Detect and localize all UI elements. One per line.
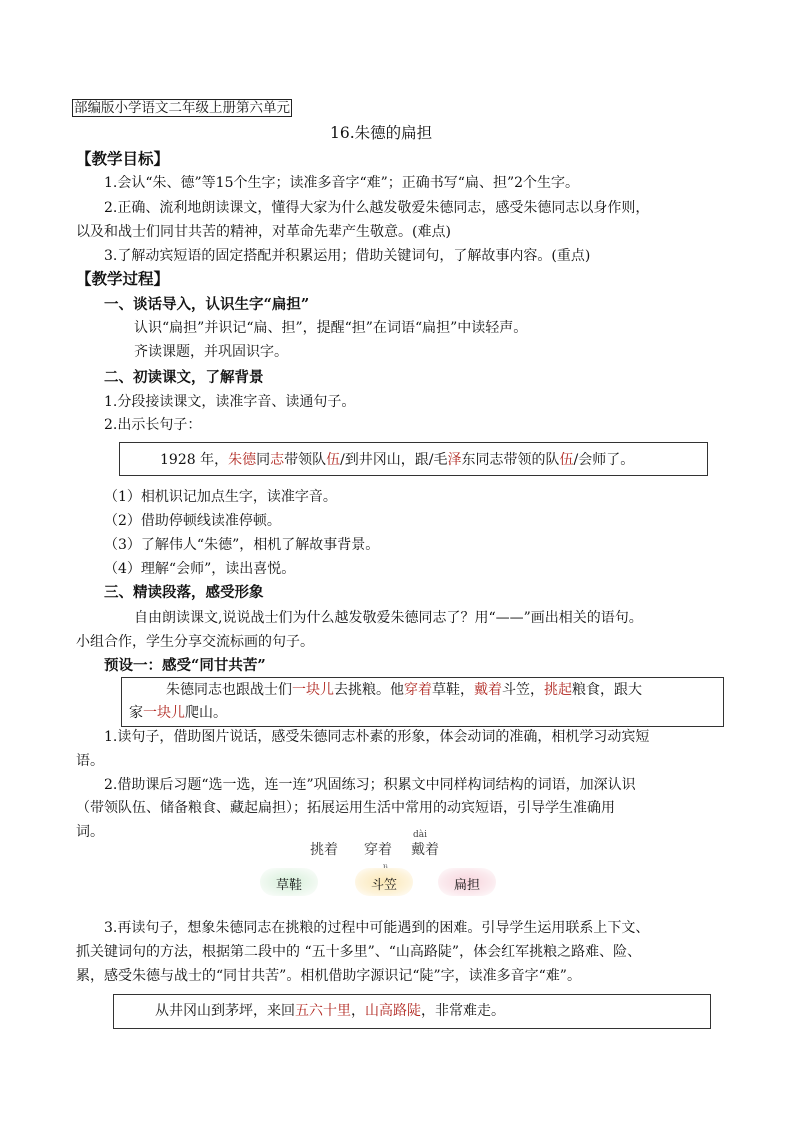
verb-tiao: 挑着 [310,842,338,858]
reading-1-cont: 语。 [76,753,104,769]
step-2-line-1: 1.分段接读课文，读准字音、读通句子。 [104,394,356,410]
reading-3: 3.再读句子，想象朱德同志在挑粮的过程中可能遇到的困难。引导学生运用联系上下文、 [104,920,650,936]
goals-heading: 【教学目标】 [76,149,170,168]
noun-biandan: 扁担 [453,878,480,893]
step-1-title: 一、谈话导入，认识生字“扁担” [104,296,310,313]
goal-2-cont: 以及和战士们同甘共苦的精神，对革命先辈产生敬意。(难点) [76,224,451,240]
quote-line-1: 朱德同志也跟战士们一块儿去挑粮。他穿着草鞋，戴着斗笠，挑起粮食，跟大 [166,682,642,698]
noun-pill-douli [355,868,413,896]
quote-line-2: 家一块儿爬山。 [129,705,227,721]
noun-douli: 斗笠 [370,878,397,893]
process-heading: 【教学过程】 [76,269,170,288]
question-3: （3）了解伟人“朱德”，相机了解故事背景。 [104,537,380,553]
goal-1: 1.会认“朱、德”等15个生字；读准多音字“难”；正确书写“扁、担”2个生字。 [104,175,580,191]
question-4: （4）理解“会师”，读出喜悦。 [104,561,296,577]
long-sentence-box [119,442,708,476]
goal-2: 2.正确、流利地朗读课文，懂得大家为什么越发敬爱朱德同志，感受朱德同志以身作则， [104,200,650,216]
verb-chuan: 穿着 [364,842,392,858]
distance-quote-box [113,994,711,1029]
reading-3-cont: 抓关键词句的方法，根据第二段中的 “五十多里”、“山高路陡”，体会红军挑粮之路难、险、 [76,944,642,960]
reading-1: 1.读句子，借助图片说话，感受朱德同志朴素的形象，体会动词的准确，相机学习动宾短 [104,729,650,745]
noun-caoxie: 草鞋 [275,878,302,893]
distance-quote: 从井冈山到茅坪，来回五六十里，山高路陡，非常难走。 [155,1003,505,1019]
step-3-para-1: 自由朗读课文,说说战士们为什么越发敬爱朱德同志了？用“——”画出相关的语句。 [134,610,643,626]
step-3-para-1-cont: 小组合作，学生分享交流标画的句子。 [76,634,314,650]
noun-pill-caoxie [260,868,318,896]
long-sentence: 1928 年，朱德同志带领队伍/到井冈山，跟/毛泽东同志带领的队伍/会师了。 [160,452,635,468]
step-1-line-1: 认识“扁担”并识记“扁、担”，提醒“担”在词语“扁担”中读轻声。 [134,320,528,336]
noun-pill-biandan [438,868,496,896]
header-label: 部编版小学语文二年级上册第六单元 [74,100,290,116]
matching-exercise-image [260,830,520,900]
goal-3: 3.了解动宾短语的固定搭配并积累运用；借助关键词句，了解故事内容。(重点) [104,248,591,264]
step-2-title: 二、初读课文，了解背景 [104,369,264,386]
pinyin-dai: dài [413,830,428,840]
step-3-title: 三、精读段落，感受形象 [104,584,264,601]
reading-2-cont: （带领队伍、储备粮食、藏起扁担）；拓展运用生活中常用的动宾短语，引导学生准确用 [76,800,615,816]
question-1: （1）相机识记加点生字，读准字音。 [104,489,337,505]
reading-2-cont-2: 词。 [76,824,104,840]
question-2: （2）借助停顿线读准停顿。 [104,513,281,529]
step-2-line-2: 2.出示长句子： [104,417,202,433]
preset-1-title: 预设一：感受“同甘共苦” [104,657,266,674]
reading-3-cont-2: 累，感受朱德与战士的“同甘共苦”。相机借助字源识记“陡”字，读准多音字“难”。 [76,968,581,984]
step-1-line-2: 齐读课题，并巩固识字。 [134,344,288,360]
verb-dai: 戴着 [411,842,439,858]
quote-box [121,677,724,727]
page-title: 16.朱德的扁担 [330,124,433,142]
reading-2: 2.借助课后习题“选一选，连一连”巩固练习；积累文中同样构词结构的词语，加深认识 [104,777,636,793]
